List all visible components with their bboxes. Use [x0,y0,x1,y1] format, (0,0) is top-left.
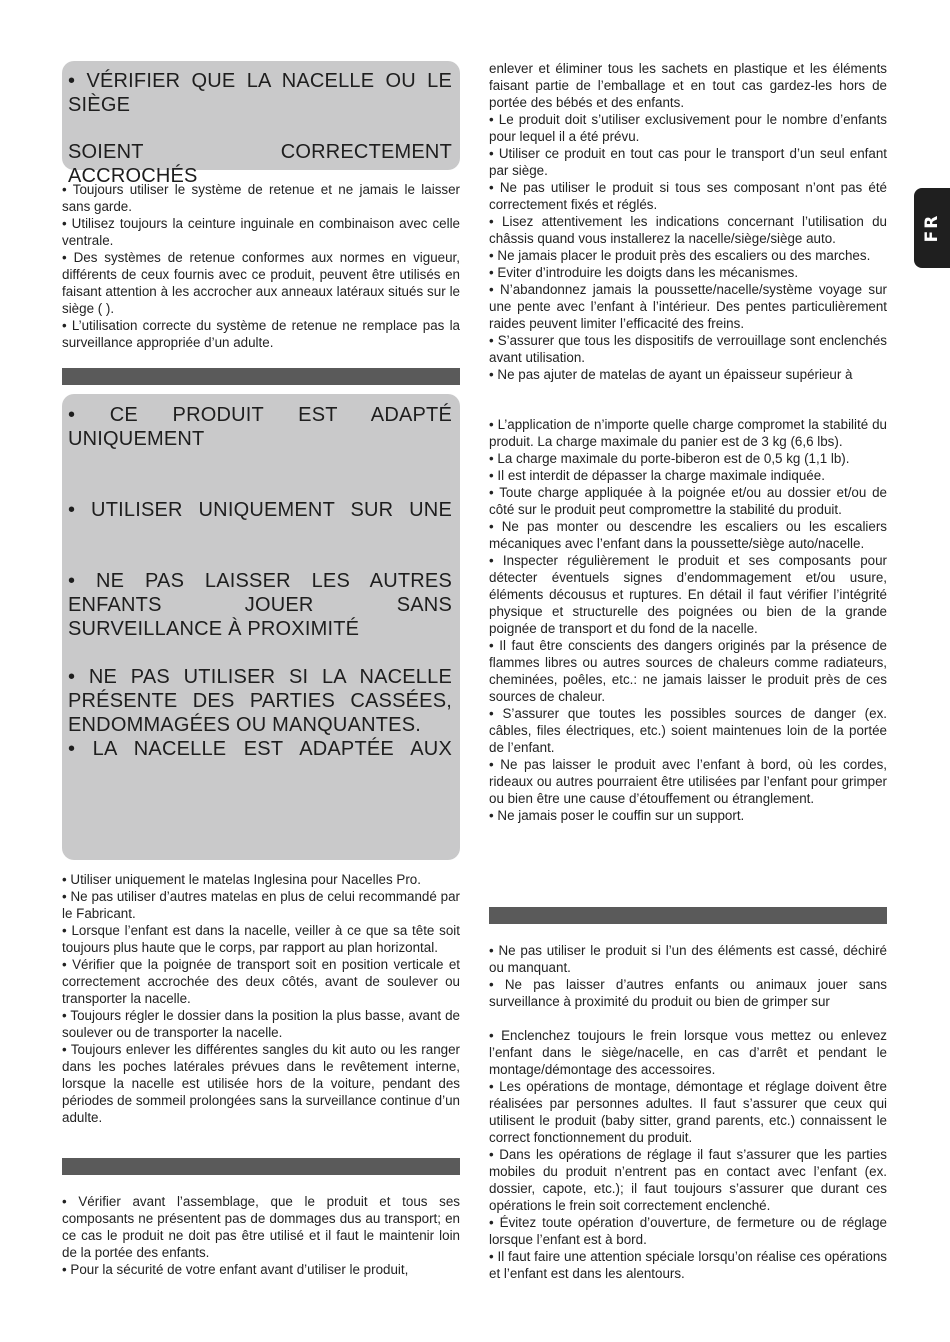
list-item: • Dans les opérations de réglage il faut s’assurer que les parties mobiles du produit n’entrent pas en contact avec l’enfant (ex. dossier, capote, etc.); il faut toujours s’assurer que durant ces opérations le frein soit correctement enclenché. [489,1147,887,1213]
list-item: • Il faut être conscients des dangers originés par la présence de flammes libres ou autres sources de chaleurs comme radiateurs, cheminées, poêles, etc.: ne jamais laisser le produit près de ces sources de chaleur. [489,638,887,704]
section-divider-bar [62,1158,460,1175]
list-item: • Toujours utiliser le système de retenue et ne jamais le laisser sans garde. [62,182,460,214]
list-item: • Lorsque l’enfant est dans la nacelle, veiller à ce que sa tête soit toujours plus haute que le corps, par rapport au plan horizontal. [62,923,460,955]
list-item: • La charge maximale du porte-biberon est de 0,5 kg (1,1 lb). [489,451,850,466]
list-item: • S’assurer que tous les dispositifs de verrouillage sont enclenchés avant utilisation. [489,333,887,365]
list-item: • Pour la sécurité de votre enfant avant d’utiliser le produit, [62,1262,409,1277]
list-item: • Les opérations de montage, démontage et réglage doivent être réalisées par personnes adultes. Il faut s’assurer que ceux qui utilisent le produit (baby sitter, grand parents, etc.) connaissent le correct fonctionnement du produit. [489,1079,887,1145]
list-item: • Utilisez toujours la ceinture inguinale en combinaison avec celle ventrale. [62,216,460,248]
warning-paragraph: • UTILISER UNIQUEMENT SUR UNE [68,499,452,521]
list-item: • Ne pas laisser le produit avec l’enfant à bord, où les cordes, rideaux ou autres pourraient être utilisées par l’enfant pour grimper ou bien être une cause d’étouffement ou étranglement. [489,757,887,806]
load-section [489,416,887,824]
damage-section [489,942,887,1010]
list-item: • Enclenchez toujours le frein lorsque vous mettez ou enlevez l’enfant dans le siège/nacelle, en cas d’arrêt et pendant le montage/démontage des accessoires. [489,1028,887,1077]
list-item: • Le produit doit s’utiliser exclusivement pour le nombre d’enfants pour lequel il a été prévu. [489,112,887,144]
list-item: • N’abandonnez jamais la poussette/nacelle/système voyage sur une pente avec l’enfant à l’intérieur. Des pentes particulièrement raides peuvent limiter l’efficacité des freins. [489,282,887,331]
list-item: • Ne pas utiliser le produit si l’un des éléments est cassé, déchiré ou manquant. [489,943,887,975]
list-item: • Toute charge appliquée à la poignée et/ou au dossier et/ou de côté sur le produit peut compromettre la stabilité du produit. [489,485,887,517]
warning-paragraph: • LA NACELLE EST ADAPTÉE AUX [68,738,452,760]
list-item: • Utiliser ce produit en tout cas pour le transport d’un seul enfant par siège. [489,146,887,178]
carrycot-section [62,871,460,1126]
list-item: • Inspecter régulièrement le produit et ses composants pour détecter éventuels signes d’endommagement et/ou usure, éléments décousus et ruptures. En détail il faut vérifier l’intégrité physique et structurelle des poignées ou bien de la grande poignée de transport et du fond de la nacelle. [489,553,887,636]
list-item: • Évitez toute opération d’ouverture, de fermeture ou de réglage lorsque l’enfant est à bord. [489,1215,887,1247]
list-item: • Ne pas utiliser d’autres matelas en plus de celui recommandé par le Fabricant. [62,889,460,921]
warning-paragraph: • CE PRODUIT EST ADAPTÉ UNIQUEMENT [68,404,452,450]
language-tab-label: FR [922,213,942,243]
list-item: • Eviter d’introduire les doigts dans les mécanismes. [489,265,799,280]
list-item: • L’utilisation correcte du système de retenue ne remplace pas la surveillance appropriée d’un adulte. [62,318,460,350]
list-item: • Toujours enlever les différentes sangles du kit auto ou les ranger dans les poches latérales prévues dans le revêtement interne, lorsque la nacelle est utilisée hors de la voiture, pendant des périodes de sommeil prolongées sans la surveillance continue d’un adulte. [62,1042,460,1125]
list-item: • Ne pas monter ou descendre les escaliers ou les escaliers mécaniques avec l’enfant dans la poussette/siège auto/nacelle. [489,519,887,551]
restraint-section [62,181,460,351]
list-item: • Toujours régler le dossier dans la position la plus basse, avant de soulever ou de transporter la nacelle. [62,1008,460,1040]
brake-section [489,1027,887,1282]
list-item: • Vérifier avant l’assemblage, que le produit et tous ses composants ne présentent pas de dommages dus au transport; en ce cas le produit ne doit pas être utilisé et il faut le maintenir loin de la portée des enfants. [62,1194,460,1260]
warning-line: • VÉRIFIER QUE LA NACELLE OU LE SIÈGE [68,70,452,116]
list-item: • Il faut faire une attention spéciale lorsqu’on réalise ces opérations et l’enfant est dans les alentours. [489,1249,887,1281]
list-item: • Ne pas utiliser le produit si tous ses composant n’ont pas été correctement fixés et réglés. [489,180,887,212]
list-item: • Il est interdit de dépasser la charge maximale indiquée. [489,468,825,483]
assembly-section [62,1193,460,1278]
list-item: enlever et éliminer tous les sachets en plastique et les éléments faisant partie de l’emballage et en tout cas gardez-les hors de portée des bébés et des enfants. [489,61,887,110]
section-divider-bar [489,907,887,924]
list-item: • Vérifier que la poignée de transport soit en position verticale et correctement accrochée des deux côtés, avant de soulever ou transporter la nacelle. [62,957,460,1006]
warning-paragraph: • NE PAS LAISSER LES AUTRES ENFANTS JOUER SANS SURVEILLANCE À PROXIMITÉ [68,570,452,640]
list-item: • Ne pas ajuter de matelas de ayant un épaisseur supérieur à [489,367,853,382]
list-item: • Ne pas laisser d’autres enfants ou animaux jouer sans surveillance à proximité du produit ou bien de grimper sur [489,977,887,1009]
warning-line: SOIENT CORRECTEMENT ACCROCHÉS [68,141,452,187]
list-item: • S’assurer que toutes les possibles sources de danger (ex. câbles, files électriques, etc.) soient maintenues loin de la portée de l’enfant. [489,706,887,755]
list-item: • Des systèmes de retenue conformes aux normes en vigueur, différents de ceux fournis avec ce produit, peuvent être utilisés en faisant attention à les accrocher aux anneaux latéraux situés sur le siège ( ). [62,250,460,316]
warning-paragraph: • NE PAS UTILISER SI LA NACELLE PRÉSENTE DES PARTIES CASSÉES, ENDOMMAGÉES OU MANQUANTES. [68,666,452,736]
list-item: • Utiliser uniquement le matelas Inglesina pour Nacelles Pro. [62,872,421,887]
general-section-continued [489,60,887,383]
language-tab [914,188,950,268]
section-divider-bar [62,368,460,385]
list-item: • L’application de n’importe quelle charge compromet la stabilité du produit. La charge maximale du panier est de 3 kg (6,6 lbs). [489,417,887,449]
list-item: • Lisez attentivement les indications concernant l’utilisation du châssis quand vous installerez la nacelle/siège/siège auto. [489,214,887,246]
warning-box-carrycot [62,394,460,860]
warning-box-attachment [62,61,460,187]
list-item: • Ne jamais poser le couffin sur un support. [489,808,745,823]
list-item: • Ne jamais placer le produit près des escaliers ou des marches. [489,248,871,263]
